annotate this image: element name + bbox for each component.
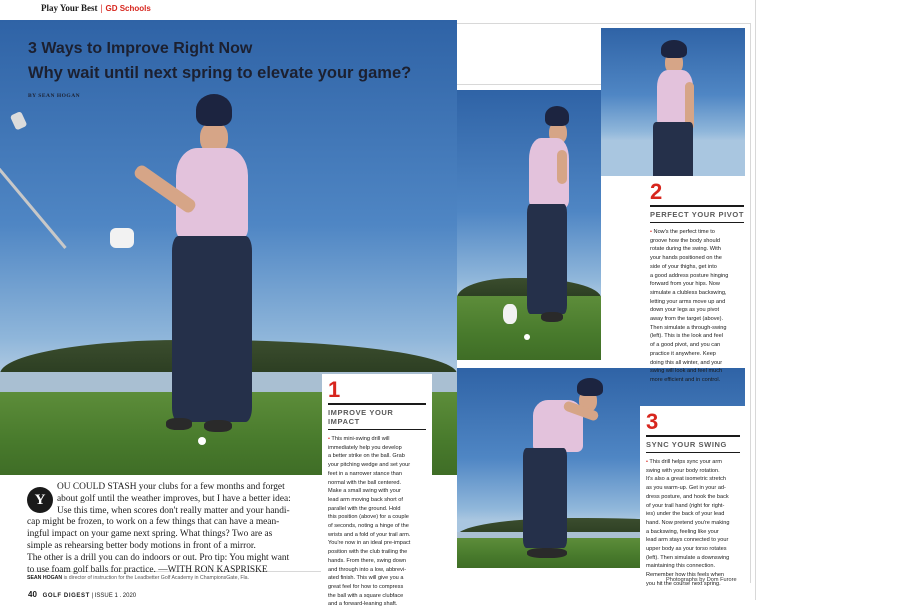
tip-line: side of your thighs, get into xyxy=(650,263,717,270)
golfer-shoe-left xyxy=(166,418,192,430)
tip-line: as you warm-up. Get in your ad- xyxy=(646,485,726,492)
golfer-shoe xyxy=(527,548,567,558)
golfer-shoe-front xyxy=(541,312,563,322)
tip-number: 2 xyxy=(650,179,663,204)
tip-line: simulate a clubless backswing, xyxy=(650,289,727,296)
dropcap-letter: Y xyxy=(27,487,53,513)
tip-line: lead arm moving back short of xyxy=(328,496,403,503)
tip-line: hand. Now pretend you're making xyxy=(646,519,730,526)
issue-label: ISSUE 1 . 2020 xyxy=(94,593,137,599)
tip-rule xyxy=(328,403,426,405)
tip-line: your hands positioned on the xyxy=(650,255,722,262)
tip-line: It's also a great isometric stretch xyxy=(646,476,727,483)
page-edge-line xyxy=(755,0,756,600)
tip-heading: SYNC YOUR SWING xyxy=(646,440,740,453)
tip-line: wrists and a fold of your trail arm. xyxy=(328,531,411,538)
tip-line: you hit the course next spring. xyxy=(646,580,721,587)
tip-panel-2 xyxy=(644,176,750,383)
intro-paragraph xyxy=(27,482,321,576)
tip-line: a backswing, feeling like your xyxy=(646,528,719,535)
tip-line: ies) under the back of your lead xyxy=(646,511,725,518)
golfer-pants xyxy=(523,448,567,548)
tip-line: this position (above) for a couple xyxy=(328,514,409,521)
tip-line: normal with the ball centered. xyxy=(328,479,402,486)
golfer-glove xyxy=(110,228,134,248)
footer-separator: | xyxy=(91,593,94,599)
page-number: 40 xyxy=(28,590,37,599)
club-head xyxy=(10,111,28,131)
tip-line: a better strike on the ball. Grab xyxy=(328,453,405,460)
tip-line: the ball with a square clubface xyxy=(328,592,404,599)
intro-line: ingful impact on your game next spring. What things? Two are as xyxy=(27,529,273,540)
intro-line: about golf until the weather improves, but I have a better idea: xyxy=(57,493,291,504)
tip-line: You're now in an ideal pre-impact xyxy=(328,540,411,547)
golfer-shoe-right xyxy=(204,420,232,432)
tip-line: immediately help you develop xyxy=(328,444,402,451)
author-name: SEAN HOGAN xyxy=(27,575,63,581)
subsection-name: GD Schools xyxy=(105,4,151,13)
tip-rule xyxy=(646,435,740,437)
tip-line: doing this all winter, and your xyxy=(650,359,723,366)
tip-line: practice it anywhere. Keep xyxy=(650,350,716,357)
tip-line: great feel for how to compress xyxy=(328,583,404,590)
tip-line: Make a small swing with your xyxy=(328,488,401,495)
golfer-cap xyxy=(196,94,232,126)
tip-line: swing will look and feel much xyxy=(650,368,723,375)
tip-line: (left). Then simulate a downswing xyxy=(646,554,730,561)
golfer-pants xyxy=(653,122,693,182)
golf-ball xyxy=(524,334,530,340)
frame-top-line xyxy=(457,23,751,24)
golfer-figure-sync xyxy=(519,376,609,564)
tip-line: a good address posture hinging xyxy=(650,272,729,279)
golf-ball xyxy=(198,437,206,445)
photo-credit: Photographs by Dom Furore xyxy=(666,577,737,583)
tip-line: This mini-swing drill will xyxy=(331,436,390,442)
frame-inner-line xyxy=(457,84,601,85)
section-header xyxy=(41,3,151,13)
tip-line: dress posture, and hook the back xyxy=(646,493,729,500)
tip-heading: IMPROVE YOUR IMPACT xyxy=(328,408,426,430)
article-byline: BY SEAN HOGAN xyxy=(28,93,81,99)
tip-line: position with the club trailing the xyxy=(328,549,408,556)
tip-line: groove how the body should xyxy=(650,237,720,244)
golfer-arm xyxy=(557,150,567,184)
tip-line: This drill helps sync your arm xyxy=(649,459,722,465)
page-footer xyxy=(28,590,136,599)
tip-line: and through into a low, abbrevi- xyxy=(328,566,407,573)
tip-line: upper body as your torso rotates xyxy=(646,546,727,553)
intro-line: The other is a drill you can do indoors or out. Pro tip: You might want xyxy=(27,552,290,563)
intro-line: simple as rehearsing better body motions in front of a mirror. xyxy=(27,540,256,551)
tip-line: Remember how this feels when xyxy=(646,572,725,579)
tip-line: ated finish. This will give you a xyxy=(328,575,404,582)
tip-line: (left). This is the look and feel xyxy=(650,333,723,340)
tip-line: Now's the perfect time to xyxy=(653,229,715,235)
tip-heading: PERFECT YOUR PIVOT xyxy=(650,210,744,223)
tip-body xyxy=(650,228,744,385)
tip-line: hands. From there, swing down xyxy=(328,557,407,564)
tip-bullet: • xyxy=(646,459,648,465)
intro-line: to use foam golf balls for practice. —WITH RON KASPRISKE xyxy=(27,564,268,575)
tip-line: Then simulate a through-swing xyxy=(650,324,727,331)
tip-line: of a good pivot, and you can xyxy=(650,342,721,349)
golfer-pants xyxy=(172,236,252,422)
article-subtitle: Why wait until next spring to elevate your game? xyxy=(28,64,412,82)
tip-line: down your legs as you pivot xyxy=(650,307,720,314)
tip-line: maintaining this connection. xyxy=(646,563,716,570)
section-name: Play Your Best xyxy=(41,3,98,13)
tip-line: letting your arms move up and xyxy=(650,298,726,305)
tip-line: feet in a narrower stance than xyxy=(328,470,403,477)
tip-body xyxy=(646,458,740,589)
magazine-name: GOLF DIGEST xyxy=(42,593,90,599)
tip-line: and a forward-leaning shaft. xyxy=(328,601,398,608)
tip-bullet: • xyxy=(328,436,330,442)
tip-line: parallel with the ground. Hold xyxy=(328,505,401,512)
tip-line: forward from your hips. Now xyxy=(650,281,720,288)
tip-number: 3 xyxy=(646,409,659,434)
golfer-shoe-back xyxy=(503,304,517,324)
golfer-figure-pivot xyxy=(497,106,577,336)
tip-line: swing with your body rotation. xyxy=(646,467,720,474)
intro-line: Use this time, when scores don't really matter and your handi- xyxy=(57,505,290,516)
golfer-pants xyxy=(527,204,567,314)
tip-line: rotate during the swing. With xyxy=(650,246,721,253)
tip-line: more efficient and in control. xyxy=(650,376,721,383)
golfer-cap xyxy=(661,40,687,58)
tip-number: 1 xyxy=(328,377,341,402)
header-separator: | xyxy=(100,3,103,13)
golfer-figure-backswing xyxy=(645,38,715,178)
tip-bullet: • xyxy=(650,229,652,235)
article-title: 3 Ways to Improve Right Now xyxy=(28,40,253,57)
golf-club xyxy=(0,147,67,249)
tip-line: your pitching wedge and set your xyxy=(328,462,411,469)
photo-pivot-through-swing xyxy=(457,90,601,360)
tip-body xyxy=(328,435,426,609)
golfer-cap xyxy=(577,378,603,396)
frame-right-line xyxy=(750,23,751,583)
tip-line: of your trail hand (right for right- xyxy=(646,502,725,509)
golfer-figure-main xyxy=(100,90,270,450)
author-note xyxy=(27,575,321,581)
golfer-cap xyxy=(545,106,569,126)
tip-line: of seconds, noting a hinge of the xyxy=(328,523,409,530)
author-bio: is director of instruction for the Leadbetter Golf Academy in ChampionsGate, Fla. xyxy=(62,575,250,581)
tip-line: lead arm stays connected to your xyxy=(646,537,729,544)
photo-pivot-backswing xyxy=(601,28,745,176)
tip-panel-1 xyxy=(322,374,432,608)
tip-line: away from the target (above). xyxy=(650,316,724,323)
tip-rule xyxy=(650,205,744,207)
intro-line: cap might be frozen, to work on a few things that can have a mean- xyxy=(27,517,280,528)
intro-line: OU COULD STASH your clubs for a few months and forget xyxy=(57,482,285,492)
golfer-shirt xyxy=(176,148,248,240)
